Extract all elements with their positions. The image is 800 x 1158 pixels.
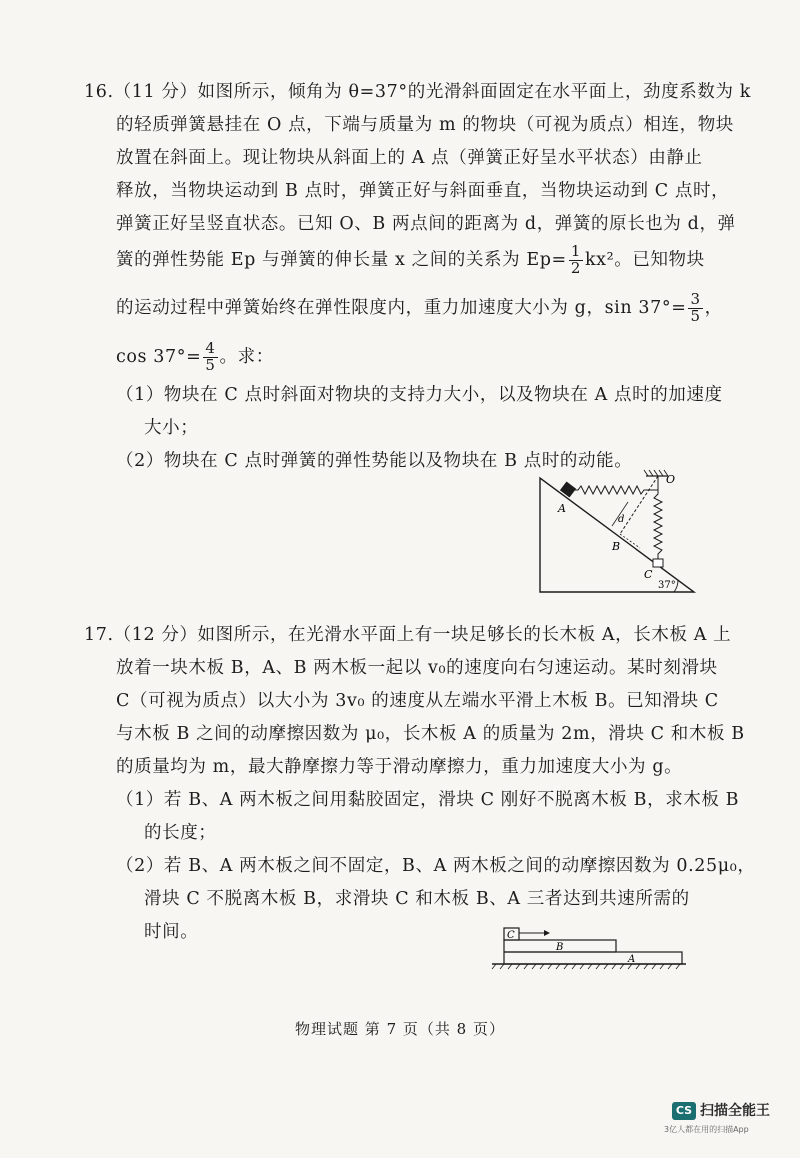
q17-part-2-line-3: 时间。 [144,922,199,942]
camscanner-logo-icon: CS [672,1102,696,1120]
q17-line-1: 17.（12 分）如图所示，在光滑水平面上有一块足够长的长木板 A，长木板 A 上 [84,625,732,645]
label-c: C [644,568,653,581]
q16-part-2: （2）物块在 C 点时弹簧的弹性势能以及物块在 B 点时的动能。 [116,451,633,471]
fraction-denominator: 5 [205,355,216,374]
label-a: A [558,502,566,515]
q17-boards-figure [488,924,688,976]
label-angle: 37° [658,580,676,591]
label-d: d [618,514,625,525]
q16-line-4: 释放，当物块运动到 B 点时，弹簧正好与斜面垂直，当物块运动到 C 点时， [116,181,730,201]
q16-line-1: 16.（11 分）如图所示，倾角为 θ=37°的光滑斜面固定在水平面上，劲度系数为 k [84,82,751,102]
label-b: B [556,942,564,953]
q16-incline-figure [528,468,708,604]
fraction-one-half [569,244,583,277]
fraction-numerator: 3 [690,290,701,308]
camscanner-name: 扫描全能王 [700,1103,770,1119]
q16-line-8 [116,341,756,374]
fraction-three-fifths [688,292,702,325]
label-b: B [612,540,621,553]
block-c [653,559,663,567]
fraction-denominator: 5 [690,306,701,325]
q16-line-2: 的轻质弹簧悬挂在 O 点，下端与质量为 m 的物块（可视为质点）相连，物块 [116,115,734,135]
label-o: O [666,473,676,486]
page-footer: 物理试题 第 7 页（共 8 页） [295,1020,505,1038]
q16-line-3: 放置在斜面上。现让物块从斜面上的 A 点（弹簧正好呈水平状态）由静止 [116,148,703,168]
horizontal-spring [572,476,658,494]
q16-line-7-text-b: ， [704,297,723,318]
q17-line-5: 的质量均为 m，最大静摩擦力等于滑动摩擦力，重力加速度大小为 g。 [116,757,683,777]
q17-part-2-line-1: （2）若 B、A 两木板之间不固定，B、A 两木板之间的动摩擦因数为 0.25μ₀， [116,856,756,876]
vertical-spring [654,476,662,562]
fraction-numerator: 4 [205,339,216,357]
ground-hatch [492,964,680,969]
board-a [504,952,682,964]
q16-line-6-text-b: kx²。已知物块 [584,249,705,270]
fraction-denominator: 2 [570,258,581,277]
arrow-head-icon [544,930,550,936]
q16-line-8-text-b: 。求： [219,346,274,367]
q16-line-8-text-a: cos 37°= [116,346,202,367]
q17-line-3: C（可视为质点）以大小为 3v₀ 的速度从左端水平滑上木板 B。已知滑块 C [116,691,719,711]
q17-part-1-line-1: （1）若 B、A 两木板之间用黏胶固定，滑块 C 刚好不脱离木板 B，求木板 B [116,790,740,810]
q16-line-7-text-a: 的运动过程中弹簧始终在弹性限度内，重力加速度大小为 g，sin 37°= [116,297,687,318]
label-a: A [628,954,636,965]
q16-line-6 [116,244,756,277]
q16-line-5: 弹簧正好呈竖直状态。已知 O、B 两点间的距离为 d，弹簧的原长也为 d，弹 [116,214,736,234]
q17-part-2-line-2: 滑块 C 不脱离木板 B，求滑块 C 和木板 B、A 三者达到共速所需的 [144,889,690,909]
fraction-four-fifths [203,341,217,374]
q16-part-1-line-2: 大小； [144,418,199,438]
q16-line-6-text-a: 簧的弹性势能 Ep 与弹簧的伸长量 x 之间的关系为 Ep= [116,249,567,270]
camscanner-tagline: 3亿人都在用的扫描App [664,1125,749,1134]
q16-part-1-line-1: （1）物块在 C 点时斜面对物块的支持力大小，以及物块在 A 点时的加速度 [116,385,723,405]
q17-part-1-line-2: 的长度； [144,823,217,843]
fraction-numerator: 1 [570,242,581,260]
label-c: C [507,930,515,941]
q17-line-2: 放着一块木板 B，A、B 两木板一起以 v₀的速度向右匀速运动。某时刻滑块 [116,658,718,678]
q16-line-7 [116,292,756,325]
q17-line-4: 与木板 B 之间的动摩擦因数为 μ₀，长木板 A 的质量为 2m，滑块 C 和木板 B [116,724,745,744]
